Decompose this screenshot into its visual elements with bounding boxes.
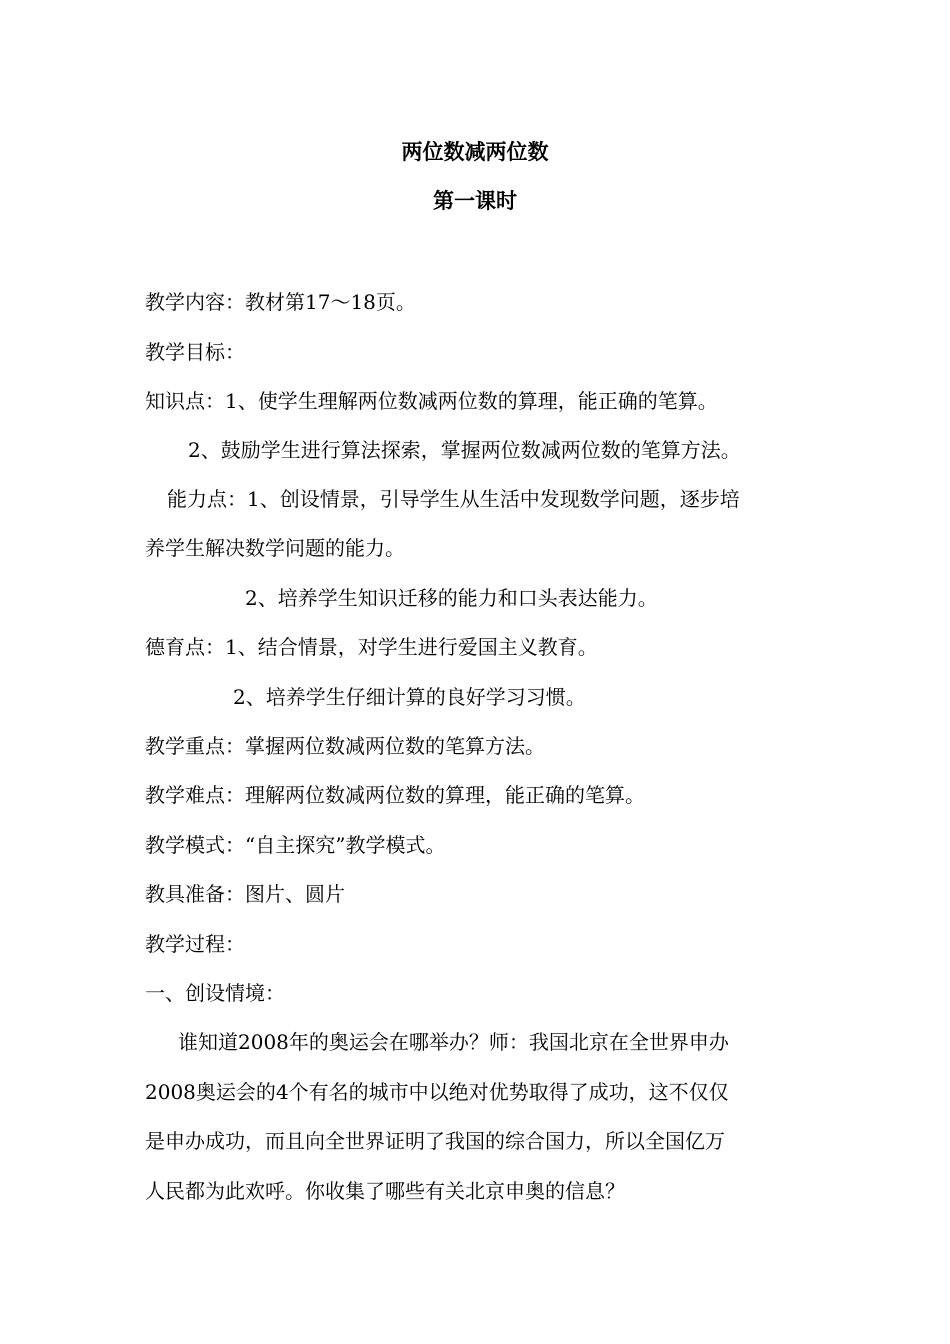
text-line: 教学模式：“自主探究”教学模式。 [145, 833, 446, 857]
text-line: 一、创设情境： [145, 981, 285, 1005]
text-line: 养学生解决数学问题的能力。 [145, 536, 405, 560]
text-line: 能力点：1、创设情景，引导学生从生活中发现数学问题，逐步培 [167, 487, 740, 511]
text-line: 教学目标： [145, 340, 245, 364]
document-title: 两位数减两位数 [401, 139, 549, 164]
text-line: 人民都为此欢呼。你收集了哪些有关北京申奥的信息？ [145, 1179, 625, 1203]
text-line: 谁知道2008年的奥运会在哪举办？师：我国北京在全世界申办 [178, 1030, 729, 1054]
text-line: 教具准备：图片、圆片 [145, 882, 345, 906]
text-line: 2、培养学生仔细计算的良好学习习惯。 [233, 685, 586, 709]
text-line: 德育点：1、结合情景，对学生进行爱国主义教育。 [145, 635, 598, 659]
text-line: 教学过程： [145, 932, 245, 956]
text-line: 是申办成功，而且向全世界证明了我国的综合国力，所以全国亿万 [145, 1129, 725, 1153]
text-line: 教学难点：理解两位数减两位数的算理，能正确的笔算。 [145, 783, 645, 807]
text-line: 教学内容：教材第17～18页。 [145, 290, 416, 314]
text-line: 2、鼓励学生进行算法探索，掌握两位数减两位数的笔算方法。 [188, 438, 741, 462]
text-line: 2008奥运会的4个有名的城市中以绝对优势取得了成功，这不仅仅 [145, 1080, 729, 1104]
text-line: 教学重点：掌握两位数减两位数的笔算方法。 [145, 734, 545, 758]
text-line: 2、培养学生知识迁移的能力和口头表达能力。 [245, 586, 658, 610]
text-line: 知识点：1、使学生理解两位数减两位数的算理，能正确的笔算。 [145, 389, 718, 413]
document-subtitle: 第一课时 [433, 188, 517, 213]
